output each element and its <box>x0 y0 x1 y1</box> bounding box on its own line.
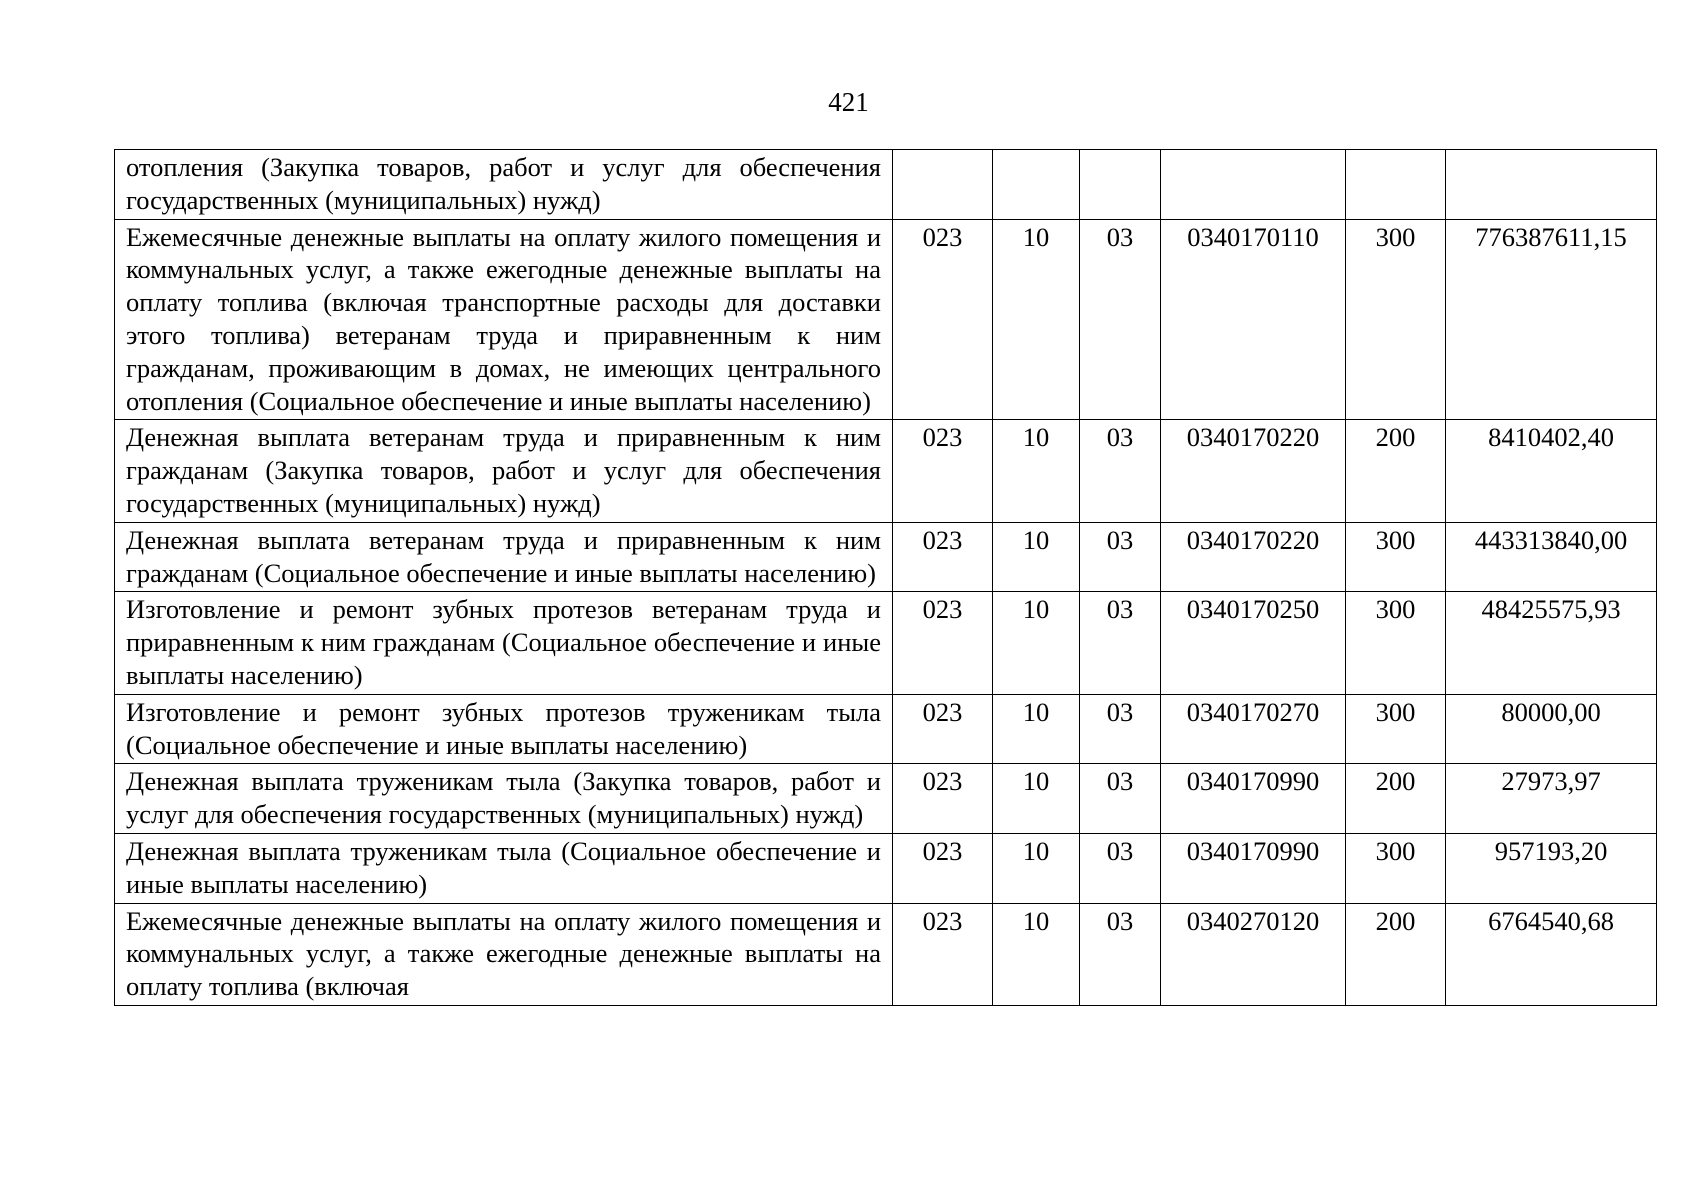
row-expense-type-code: 300 <box>1346 592 1446 694</box>
row-amount: 48425575,93 <box>1446 592 1657 694</box>
row-amount: 8410402,40 <box>1446 420 1657 522</box>
row-target-article-code: 0340170220 <box>1161 420 1346 522</box>
row-section-code: 10 <box>993 764 1080 834</box>
row-target-article-code: 0340270120 <box>1161 903 1346 1005</box>
row-description: Денежная выплата труженикам тыла (Социальное обеспечение и иные выплаты населению) <box>115 833 893 903</box>
row-amount: 957193,20 <box>1446 833 1657 903</box>
row-target-article-code <box>1161 150 1346 220</box>
row-description: Ежемесячные денежные выплаты на оплату жилого помещения и коммунальных услуг, а также ежегодные денежные выплаты на оплату топлива (включая транспортные расходы для доставки этого топлива) ветеранам труда и приравненным к ним гражданам, проживающим в домах, не имеющих центрального отопления (Социальное обеспечение и иные выплаты населению) <box>115 219 893 420</box>
row-ministry-code <box>893 150 993 220</box>
row-expense-type-code: 200 <box>1346 420 1446 522</box>
table-row <box>115 764 1657 834</box>
row-section-code: 10 <box>993 903 1080 1005</box>
row-expense-type-code: 300 <box>1346 833 1446 903</box>
row-target-article-code: 0340170990 <box>1161 833 1346 903</box>
row-target-article-code: 0340170990 <box>1161 764 1346 834</box>
row-subsection-code: 03 <box>1080 694 1161 764</box>
table-row <box>115 150 1657 220</box>
row-subsection-code: 03 <box>1080 219 1161 420</box>
row-target-article-code: 0340170110 <box>1161 219 1346 420</box>
table-row <box>115 694 1657 764</box>
row-expense-type-code: 300 <box>1346 522 1446 592</box>
row-expense-type-code: 300 <box>1346 694 1446 764</box>
row-amount: 80000,00 <box>1446 694 1657 764</box>
row-description: Денежная выплата ветеранам труда и приравненным к ним гражданам (Социальное обеспечение и иные выплаты населению) <box>115 522 893 592</box>
row-subsection-code: 03 <box>1080 764 1161 834</box>
row-section-code: 10 <box>993 833 1080 903</box>
row-subsection-code: 03 <box>1080 592 1161 694</box>
row-subsection-code: 03 <box>1080 833 1161 903</box>
row-description: Денежная выплата ветеранам труда и приравненным к ним гражданам (Закупка товаров, работ и услуг для обеспечения государственных (муниципальных) нужд) <box>115 420 893 522</box>
row-subsection-code: 03 <box>1080 903 1161 1005</box>
row-description: Изготовление и ремонт зубных протезов ветеранам труда и приравненным к ним гражданам (Социальное обеспечение и иные выплаты населению) <box>115 592 893 694</box>
row-ministry-code: 023 <box>893 592 993 694</box>
row-expense-type-code: 200 <box>1346 903 1446 1005</box>
table-row <box>115 833 1657 903</box>
row-subsection-code: 03 <box>1080 522 1161 592</box>
row-section-code: 10 <box>993 694 1080 764</box>
table-row <box>115 522 1657 592</box>
row-target-article-code: 0340170250 <box>1161 592 1346 694</box>
row-section-code <box>993 150 1080 220</box>
row-section-code: 10 <box>993 219 1080 420</box>
row-section-code: 10 <box>993 592 1080 694</box>
row-ministry-code: 023 <box>893 522 993 592</box>
row-subsection-code: 03 <box>1080 420 1161 522</box>
row-expense-type-code <box>1346 150 1446 220</box>
row-expense-type-code: 300 <box>1346 219 1446 420</box>
row-amount: 776387611,15 <box>1446 219 1657 420</box>
page-number: 421 <box>828 87 869 117</box>
row-expense-type-code: 200 <box>1346 764 1446 834</box>
row-description: отопления (Закупка товаров, работ и услуг для обеспечения государственных (муниципальных) нужд) <box>115 150 893 220</box>
row-ministry-code: 023 <box>893 694 993 764</box>
row-description: Изготовление и ремонт зубных протезов труженикам тыла (Социальное обеспечение и иные выплаты населению) <box>115 694 893 764</box>
table-row <box>115 592 1657 694</box>
row-target-article-code: 0340170270 <box>1161 694 1346 764</box>
row-section-code: 10 <box>993 522 1080 592</box>
row-amount: 443313840,00 <box>1446 522 1657 592</box>
row-ministry-code: 023 <box>893 764 993 834</box>
row-subsection-code <box>1080 150 1161 220</box>
row-ministry-code: 023 <box>893 903 993 1005</box>
row-description: Денежная выплата труженикам тыла (Закупка товаров, работ и услуг для обеспечения государственных (муниципальных) нужд) <box>115 764 893 834</box>
table-row <box>115 903 1657 1005</box>
row-amount: 27973,97 <box>1446 764 1657 834</box>
row-ministry-code: 023 <box>893 219 993 420</box>
row-amount <box>1446 150 1657 220</box>
budget-table <box>114 149 1657 1006</box>
row-description: Ежемесячные денежные выплаты на оплату жилого помещения и коммунальных услуг, а также ежегодные денежные выплаты на оплату топлива (включая <box>115 903 893 1005</box>
table-row <box>115 219 1657 420</box>
row-amount: 6764540,68 <box>1446 903 1657 1005</box>
row-ministry-code: 023 <box>893 420 993 522</box>
table-row <box>115 420 1657 522</box>
row-target-article-code: 0340170220 <box>1161 522 1346 592</box>
row-ministry-code: 023 <box>893 833 993 903</box>
row-section-code: 10 <box>993 420 1080 522</box>
